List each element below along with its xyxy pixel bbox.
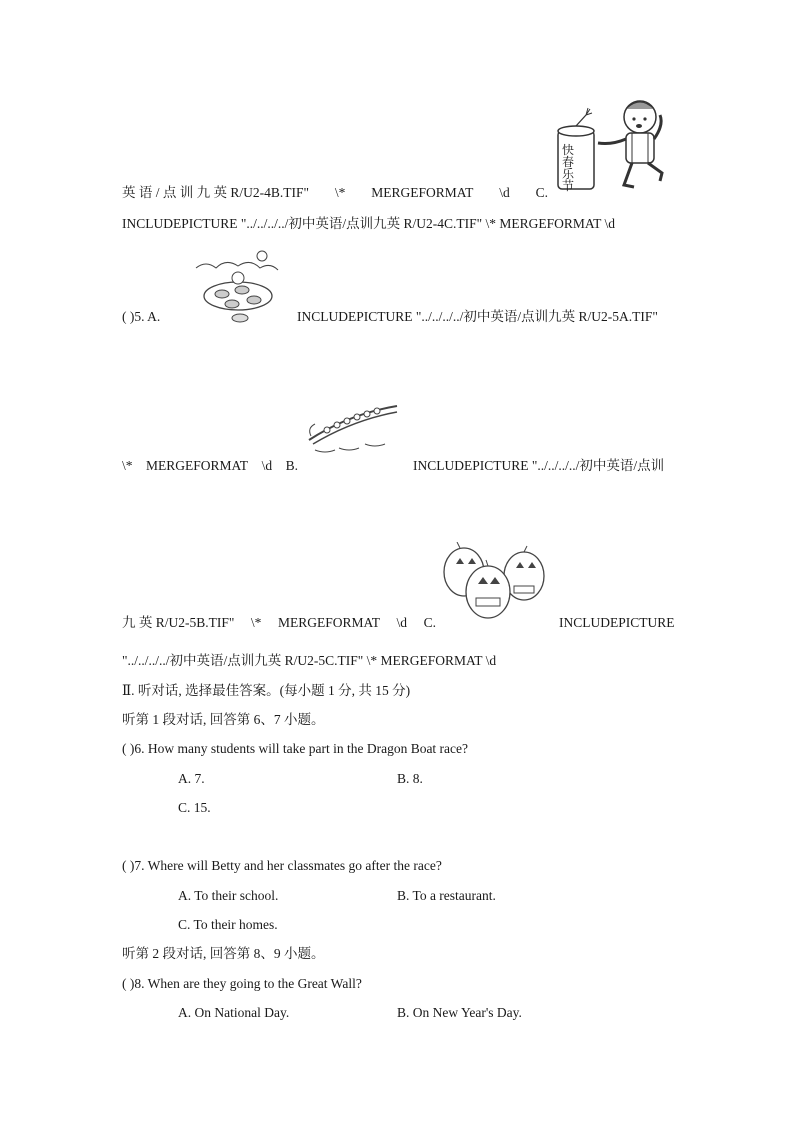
jack-o-lantern-image <box>440 542 548 622</box>
q8-option-a: A. On National Day. <box>178 1005 290 1020</box>
firecracker-label: 快春乐节 <box>562 143 575 193</box>
q5-line-b-tail: INCLUDEPICTURE "../../../../初中英语/点训 <box>413 458 665 473</box>
q8-stem: ( )8. When are they going to the Great Wall? <box>122 976 362 991</box>
part2-instruction: 听第 2 段对话, 回答第 8、9 小题。 <box>122 946 325 961</box>
q7-option-b: B. To a restaurant. <box>397 888 496 903</box>
q4c-line1-seg: MERGEFORMAT <box>371 185 474 200</box>
q6-option-a: A. 7. <box>178 771 205 786</box>
q5-line-c-seg: \d <box>396 615 408 630</box>
q5-line-b-seg: MERGEFORMAT <box>146 458 249 473</box>
q5-line-a: ( )5. A. <box>122 309 161 324</box>
section-heading: Ⅱ. 听对话, 选择最佳答案。(每小题 1 分, 共 15 分) <box>122 683 411 698</box>
q5-line-c-seg: C. <box>423 615 436 630</box>
part1-instruction: 听第 1 段对话, 回答第 6、7 小题。 <box>122 712 325 727</box>
q6-stem: ( )6. How many students will take part in the Dragon Boat race? <box>122 741 469 756</box>
q5-line-a-tail: INCLUDEPICTURE "../../../../初中英语/点训九英 R/U2-5A.TIF" <box>297 309 658 324</box>
q8-option-b: B. On New Year's Day. <box>397 1005 522 1020</box>
q4c-line1-seg: \* <box>334 185 346 200</box>
q5-line-c-tail: INCLUDEPICTURE <box>559 615 675 630</box>
q5-line-b-seg: B. <box>285 458 298 473</box>
q5-line-b <box>122 457 298 475</box>
q7-option-c: C. To their homes. <box>178 917 278 932</box>
q4c-line2: INCLUDEPICTURE "../../../../初中英语/点训九英 R/U2-4C.TIF" \* MERGEFORMAT \d <box>122 216 616 231</box>
q6-option-b: B. 8. <box>397 771 423 786</box>
q7-stem: ( )7. Where will Betty and her classmates go after the race? <box>122 858 442 873</box>
moon-feast-image <box>192 248 282 326</box>
q4c-line1-seg: C. <box>535 185 548 200</box>
q5-line-d: "../../../../初中英语/点训九英 R/U2-5C.TIF" \* MERGEFORMAT \d <box>122 653 497 668</box>
q4c-line1 <box>122 184 548 202</box>
q7-option-a: A. To their school. <box>178 888 279 903</box>
q5-line-c <box>122 614 436 632</box>
q4c-line1-seg: \d <box>499 185 510 200</box>
q5-line-b-seg: \d <box>261 458 273 473</box>
q5-line-c-seg: \* <box>250 615 262 630</box>
q5-line-b-seg: \* <box>122 458 133 473</box>
q4c-line1-seg: 英 语 / 点 训 九 英 R/U2-4B.TIF" <box>122 185 310 200</box>
q5-line-c-seg: 九 英 R/U2-5B.TIF" <box>122 615 235 630</box>
q6-option-c: C. 15. <box>178 800 211 815</box>
q5-line-c-seg: MERGEFORMAT <box>277 615 380 630</box>
dragon-boat-image <box>305 396 401 466</box>
